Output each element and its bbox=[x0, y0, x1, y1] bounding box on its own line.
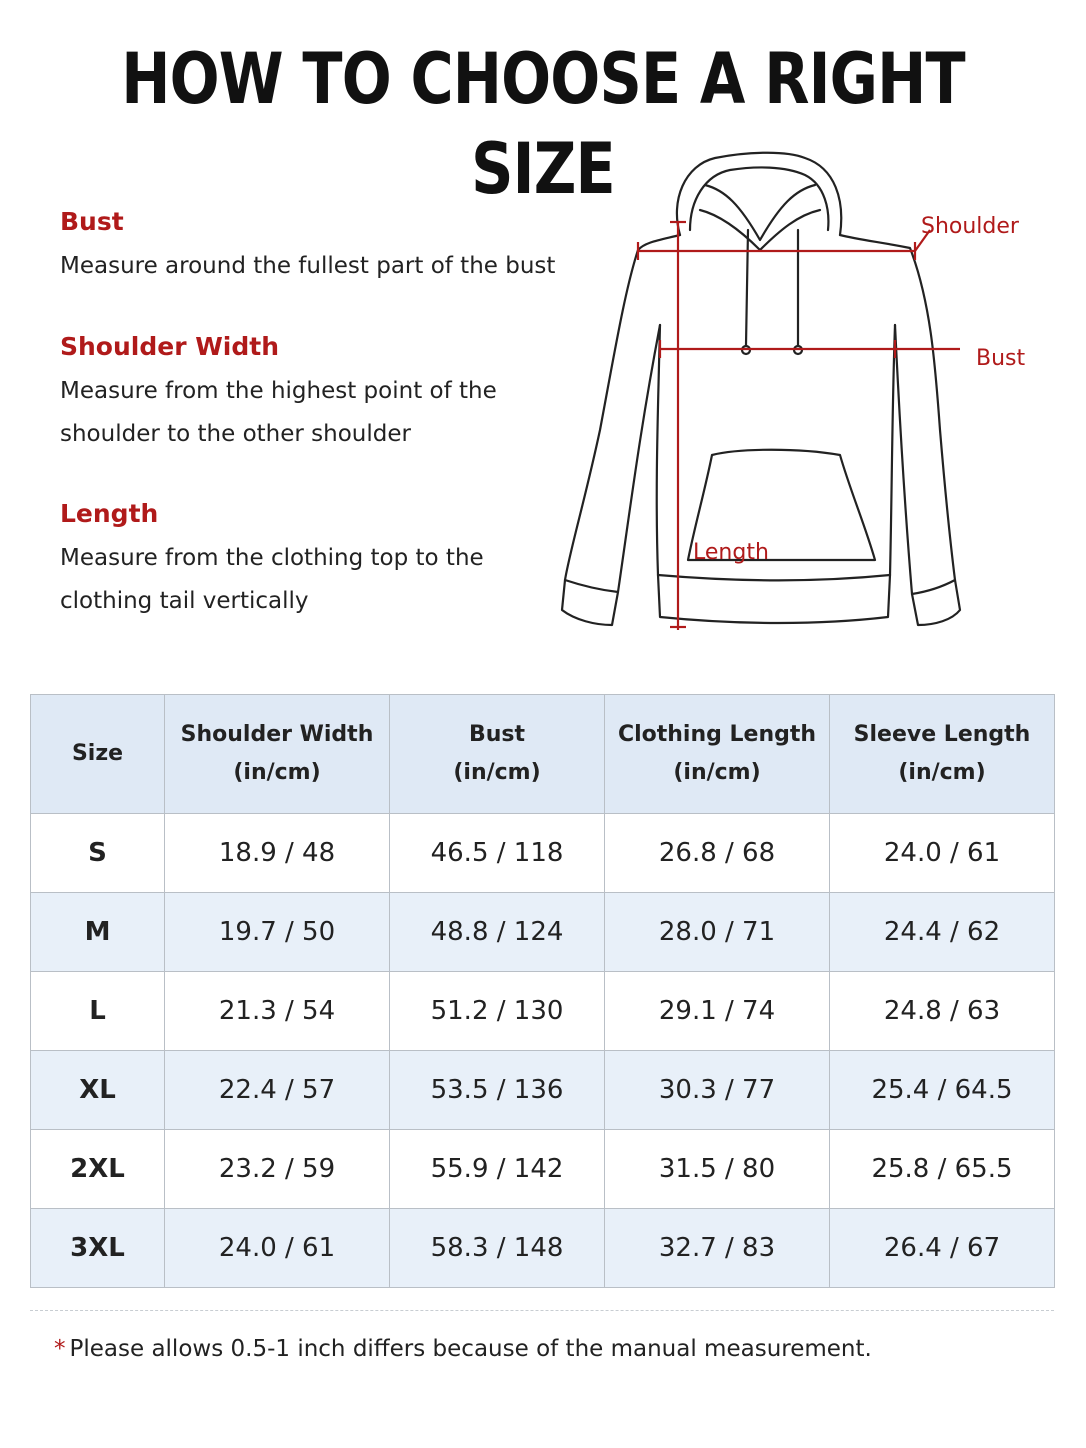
sleeve-length-cell: 25.4 / 64.5 bbox=[830, 1051, 1055, 1130]
size-cell: M bbox=[31, 893, 165, 972]
clothing-length-cell: 31.5 / 80 bbox=[605, 1130, 830, 1209]
table-body bbox=[31, 814, 1055, 1288]
hoodie-figure bbox=[540, 130, 1060, 650]
size-cell: 2XL bbox=[31, 1130, 165, 1209]
figure-label-length: Length bbox=[693, 540, 769, 565]
guide-heading-bust: Bust bbox=[60, 207, 124, 236]
hoodie-outline-icon bbox=[540, 130, 1060, 650]
shoulder-width-cell: 24.0 / 61 bbox=[165, 1209, 390, 1288]
clothing-length-cell: 32.7 / 83 bbox=[605, 1209, 830, 1288]
bust-cell: 58.3 / 148 bbox=[390, 1209, 605, 1288]
header-clothing-length bbox=[605, 695, 830, 814]
guide-heading-shoulder-width: Shoulder Width bbox=[60, 332, 280, 361]
guide-desc-line: clothing tail vertically bbox=[60, 588, 309, 614]
footnote-asterisk: * bbox=[54, 1336, 66, 1362]
table-row bbox=[31, 893, 1055, 972]
header-unit: (in/cm) bbox=[673, 760, 761, 785]
table-row bbox=[31, 1051, 1055, 1130]
bust-cell: 53.5 / 136 bbox=[390, 1051, 605, 1130]
header-label: Sleeve Length bbox=[853, 722, 1031, 747]
page-title: HOW TO CHOOSE A RIGHT SIZE bbox=[121, 38, 965, 210]
header-shoulder-width bbox=[165, 695, 390, 814]
figure-label-shoulder: Shoulder bbox=[921, 214, 1019, 239]
table-header-row bbox=[31, 695, 1055, 814]
size-cell: XL bbox=[31, 1051, 165, 1130]
shoulder-width-cell: 21.3 / 54 bbox=[165, 972, 390, 1051]
bust-cell: 51.2 / 130 bbox=[390, 972, 605, 1051]
header-label: Shoulder Width bbox=[180, 722, 374, 747]
size-cell: S bbox=[31, 814, 165, 893]
header-unit: (in/cm) bbox=[233, 760, 321, 785]
shoulder-width-cell: 18.9 / 48 bbox=[165, 814, 390, 893]
table-row bbox=[31, 972, 1055, 1051]
guide-desc-line: shoulder to the other shoulder bbox=[60, 421, 411, 447]
guide-desc-length bbox=[60, 537, 580, 623]
divider bbox=[30, 1310, 1054, 1311]
header-label: Bust bbox=[468, 722, 526, 747]
guide-desc-line: Measure around the fullest part of the bust bbox=[60, 253, 556, 279]
header-bust bbox=[390, 695, 605, 814]
sleeve-length-cell: 24.4 / 62 bbox=[830, 893, 1055, 972]
header-size bbox=[31, 695, 165, 814]
shoulder-width-cell: 23.2 / 59 bbox=[165, 1130, 390, 1209]
header-sleeve-length bbox=[830, 695, 1055, 814]
table-row bbox=[31, 814, 1055, 893]
guide-desc-bust bbox=[60, 245, 580, 288]
guide-desc-line: Measure from the clothing top to the bbox=[60, 545, 484, 571]
bust-cell: 46.5 / 118 bbox=[390, 814, 605, 893]
guide-heading-length: Length bbox=[60, 499, 159, 528]
guide-bust bbox=[60, 207, 580, 288]
header-label: Clothing Length bbox=[617, 722, 817, 747]
table-row bbox=[31, 1130, 1055, 1209]
sleeve-length-cell: 26.4 / 67 bbox=[830, 1209, 1055, 1288]
guide-desc-line: Measure from the highest point of the bbox=[60, 378, 497, 404]
sleeve-length-cell: 25.8 / 65.5 bbox=[830, 1130, 1055, 1209]
sleeve-length-cell: 24.8 / 63 bbox=[830, 972, 1055, 1051]
clothing-length-cell: 28.0 / 71 bbox=[605, 893, 830, 972]
size-cell: L bbox=[31, 972, 165, 1051]
footnote bbox=[54, 1336, 872, 1362]
guide-shoulder-width bbox=[60, 332, 580, 456]
shoulder-width-cell: 22.4 / 57 bbox=[165, 1051, 390, 1130]
clothing-length-cell: 30.3 / 77 bbox=[605, 1051, 830, 1130]
guide-desc-shoulder-width bbox=[60, 370, 580, 456]
size-cell: 3XL bbox=[31, 1209, 165, 1288]
table-header bbox=[31, 695, 1055, 814]
guide-length bbox=[60, 499, 580, 623]
bust-cell: 55.9 / 142 bbox=[390, 1130, 605, 1209]
figure-label-bust: Bust bbox=[976, 346, 1026, 371]
size-chart-table bbox=[30, 694, 1055, 1288]
header-unit: (in/cm) bbox=[898, 760, 986, 785]
header-label: Size bbox=[71, 741, 124, 766]
header-unit: (in/cm) bbox=[453, 760, 541, 785]
table-row bbox=[31, 1209, 1055, 1288]
clothing-length-cell: 26.8 / 68 bbox=[605, 814, 830, 893]
bust-cell: 48.8 / 124 bbox=[390, 893, 605, 972]
clothing-length-cell: 29.1 / 74 bbox=[605, 972, 830, 1051]
sleeve-length-cell: 24.0 / 61 bbox=[830, 814, 1055, 893]
shoulder-width-cell: 19.7 / 50 bbox=[165, 893, 390, 972]
footnote-text: Please allows 0.5-1 inch differs because of the manual measurement. bbox=[69, 1336, 872, 1362]
